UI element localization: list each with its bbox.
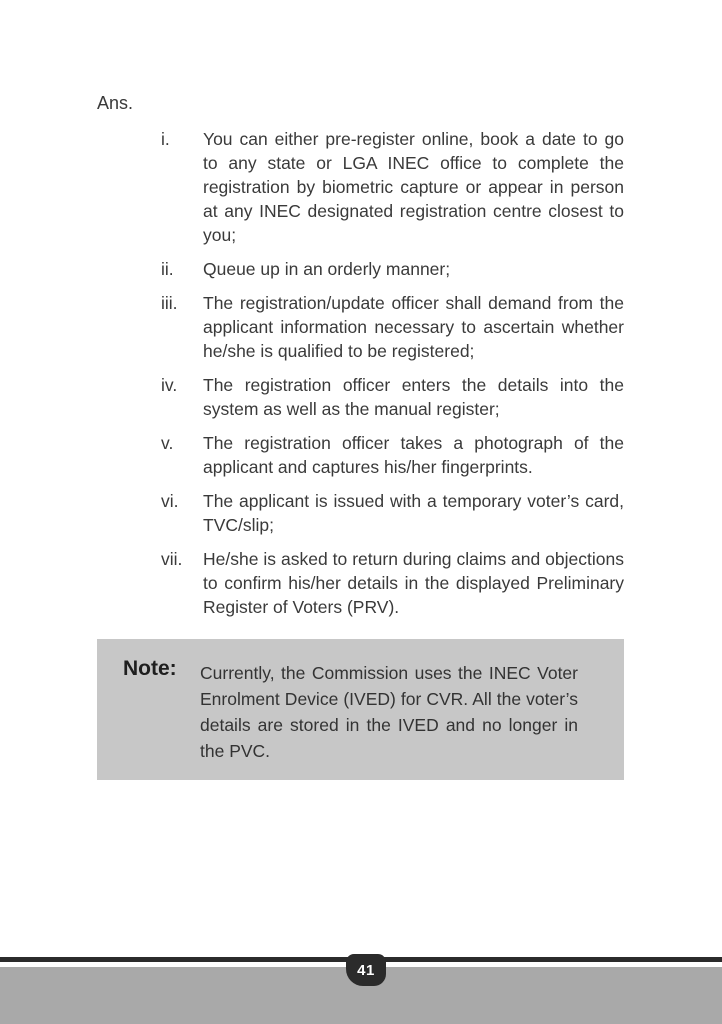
note-box [97,639,624,780]
answer-item [161,547,624,619]
answer-item [161,127,624,247]
answer-item-text: The registration/update officer shall demand from the applicant information necessary to ascertain whether he/she is qualified to be registered; [203,293,624,361]
answer-label: Ans. [97,93,134,113]
note-text: Currently, the Commission uses the INEC Voter Enrolment Device (IVED) for CVR. All the voter’s details are stored in the IVED and no longer in the PVC. [200,663,578,761]
answer-item-text: Queue up in an orderly manner; [203,259,451,279]
answer-item [161,431,624,479]
answer-item-text: The applicant is issued with a temporary voter’s card, TVC/slip; [203,491,624,535]
answer-item-numeral: v. [161,433,174,453]
note-label: Note: [123,657,177,680]
answer-item-numeral: vi. [161,491,179,511]
answer-item [161,373,624,421]
page-number: 41 [357,961,375,979]
answer-item-text: He/she is asked to return during claims and objections to confirm his/her details in the displayed Preliminary Register of Voters (PRV). [203,549,624,617]
answer-item [161,489,624,537]
answer-item-numeral: i. [161,129,170,149]
answer-item-text: You can either pre-register online, book a date to go to any state or LGA INEC office to complete the registration by biometric capture or appear in person at any INEC designated registration centre closest to you; [203,129,624,245]
answer-item-text: The registration officer enters the details into the system as well as the manual register; [203,375,624,419]
answer-item [161,257,624,281]
answer-list [161,127,624,629]
answer-item [161,291,624,363]
answer-item-text: The registration officer takes a photograph of the applicant and captures his/her fingerprints. [203,433,624,477]
answer-item-numeral: ii. [161,259,174,279]
answer-item-numeral: iii. [161,293,178,313]
page-number-badge [346,954,386,986]
answer-item-numeral: vii. [161,549,183,569]
answer-item-numeral: iv. [161,375,178,395]
